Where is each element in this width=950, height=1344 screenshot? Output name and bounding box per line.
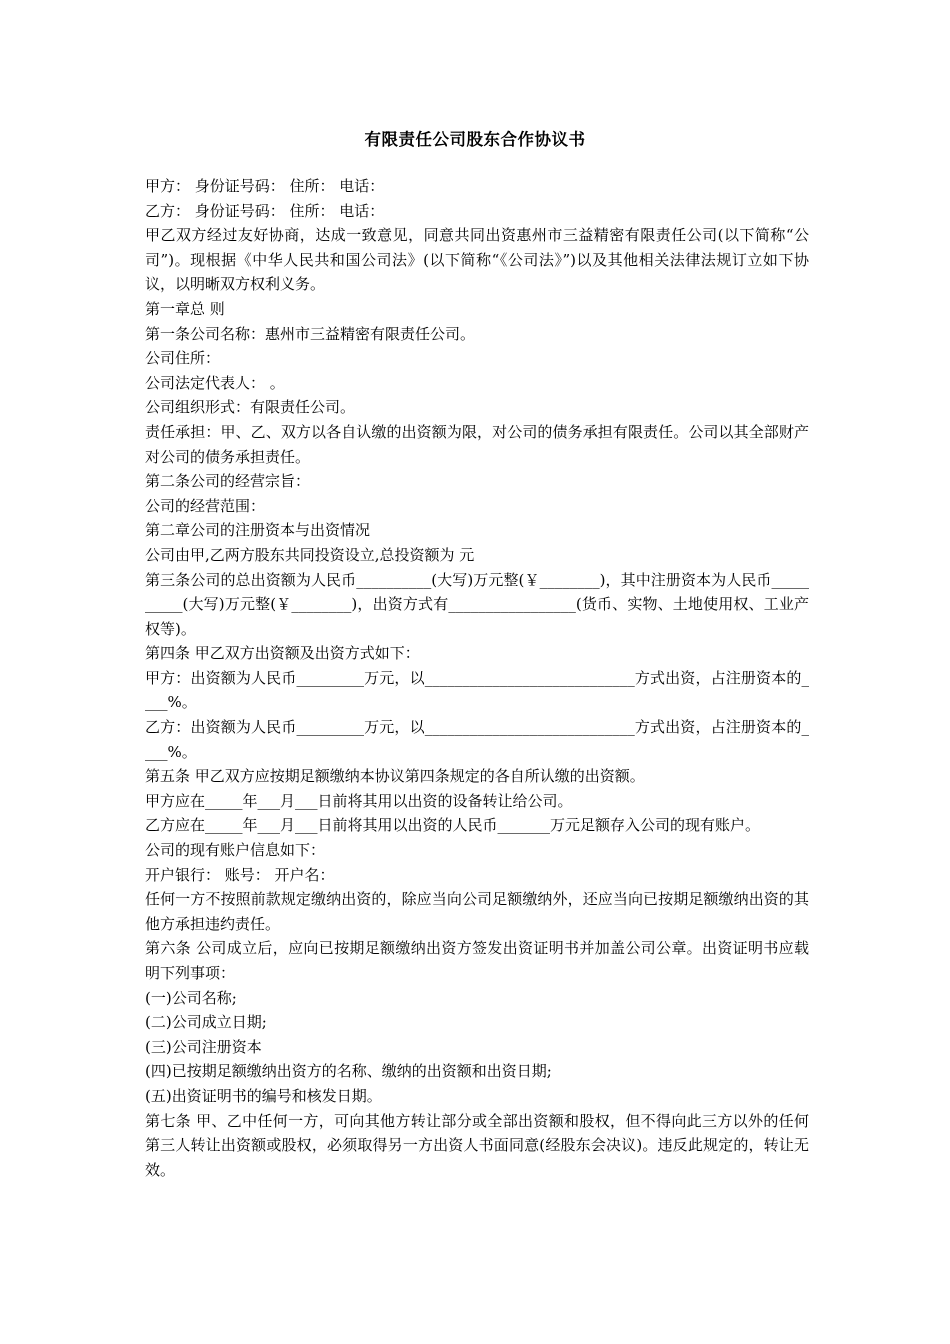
list-item: (三)公司注册资本	[145, 1037, 262, 1056]
article-paragraph: 第三条公司的总出资额为人民币__________(大写)万元整(￥________)，其中注册资本为人民币__________(大写)万元整(￥________)，出资方式有_________________(货币、实物、土地使用权、工业产权等)。	[145, 570, 809, 638]
article-paragraph: 公司住所：	[145, 349, 221, 368]
article-paragraph: 公司的经营范围：	[145, 496, 266, 515]
article-paragraph: 乙方应在_____年___月___日前将其用以出资的人民币_______万元足额存入公司的现有账户。	[145, 816, 761, 835]
article-paragraph: 乙方：出资额为人民币_________万元，以____________________________方式出资，占注册资本的____%。	[145, 718, 809, 761]
list-item: (五)出资证明书的编号和核发日期。	[145, 1086, 382, 1105]
document-body	[145, 174, 809, 1182]
article-paragraph: 责任承担：甲、乙、双方以各自认缴的出资额为限，对公司的债务承担有限责任。公司以其全部财产对公司的债务承担责任。	[145, 422, 809, 466]
article-paragraph: 第二条公司的经营宗旨：	[145, 472, 311, 491]
chapter-heading: 第一章总 则	[145, 299, 225, 318]
article-paragraph: 任何一方不按照前款规定缴纳出资的，除应当向公司足额缴纳外，还应当向已按期足额缴纳出资的其他方承担违约责任。	[145, 890, 809, 933]
article-paragraph: 甲方应在_____年___月___日前将其用以出资的设备转让给公司。	[145, 791, 573, 810]
article-paragraph: 开户银行： 账号： 开户名：	[145, 865, 335, 884]
article-paragraph: 公司法定代表人： 。	[145, 373, 285, 392]
party-b-info: 乙方： 身份证号码： 住所： 电话：	[145, 201, 385, 220]
party-a-info: 甲方： 身份证号码： 住所： 电话：	[145, 177, 385, 195]
list-item: (一)公司名称;	[145, 988, 237, 1007]
list-item: (四)已按期足额缴纳出资方的名称、缴纳的出资额和出资日期;	[145, 1062, 552, 1081]
document-title: 有限责任公司股东合作协议书	[364, 130, 586, 149]
article-paragraph: 第一条公司名称：惠州市三益精密有限责任公司。	[145, 324, 476, 343]
article-paragraph: 公司的现有账户信息如下：	[145, 841, 326, 860]
article-paragraph: 第六条 公司成立后，应向已按期足额缴纳出资方签发出资证明书并加盖公司公章。出资证明书应载明下列事项：	[145, 939, 809, 982]
article-paragraph: 第四条 甲乙双方出资额及出资方式如下：	[145, 644, 420, 663]
article-paragraph: 第五条 甲乙双方应按期足额缴纳本协议第四条规定的各自所认缴的出资额。	[145, 767, 645, 786]
article-paragraph: 公司组织形式：有限责任公司。	[145, 398, 356, 417]
article-paragraph: 第七条 甲、乙中任何一方，可向其他方转让部分或全部出资额和股权，但不得向此三方以外的任何第三人转让出资额或股权，必须取得另一方出资人书面同意(经股东会决议)。违反此规定的，转让无效。	[145, 1111, 809, 1179]
preamble: 甲乙双方经过友好协商，达成一致意见，同意共同出资惠州市三益精密有限责任公司(以下简称“公司”)。现根据《中华人民共和国公司法》(以下简称“《公司法》”)以及其他相关法律法规订立如下协议，以明晰双方权利义务。	[145, 226, 809, 294]
article-paragraph: 公司由甲,乙两方股东共同投资设立,总投资额为 元	[145, 545, 475, 564]
chapter-heading: 第二章公司的注册资本与出资情况	[145, 521, 371, 540]
article-paragraph: 甲方：出资额为人民币_________万元，以____________________________方式出资，占注册资本的____%。	[145, 668, 809, 712]
list-item: (二)公司成立日期;	[145, 1013, 267, 1032]
